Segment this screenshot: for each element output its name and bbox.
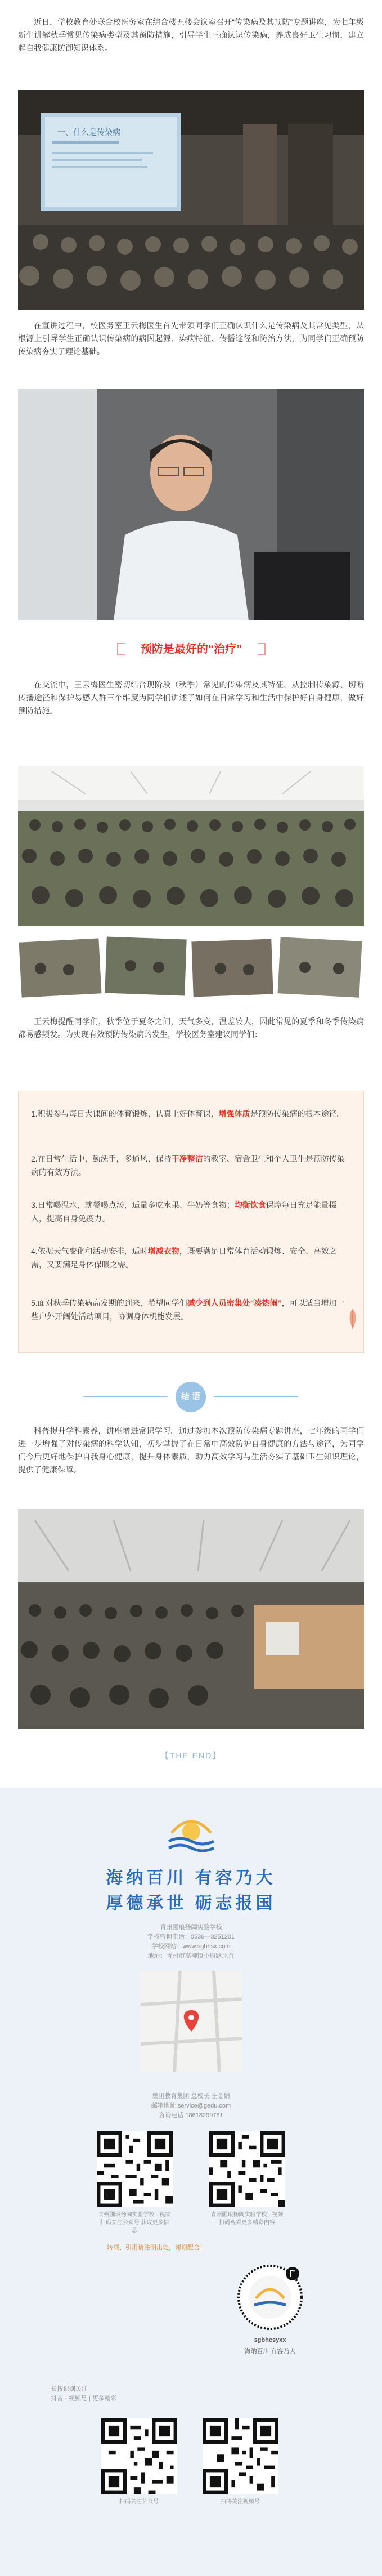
qr-code-bottom-right[interactable] bbox=[203, 2418, 278, 2494]
section-title-badge bbox=[117, 636, 266, 662]
douyin-subtitle: 海纳百川 有容乃大 bbox=[244, 2348, 296, 2355]
qr-right-caption: 青州圃琅杨阖实验学校 · 视频 扫码观看更多精彩内容 bbox=[210, 2212, 284, 2226]
contact-line-3: 咨询电话 18618299781 bbox=[159, 2112, 223, 2119]
intro-paragraph: 近日，学校教育处联合校医务室在综合楼五楼会议室召开“传染病及其预防”专题讲座，为七年级新生讲解秋季常见传染病类型及其预防措施，引导学生正确认识传染病，养成良好卫生习惯，建立起自我健康防御知识体系。 bbox=[18, 17, 364, 52]
hall-wide-photo bbox=[18, 1509, 364, 1729]
bottom-qr-right-caption: 扫码关注视频号 bbox=[221, 2499, 260, 2505]
tip-item: 2.在日常生活中，勤洗手，多通风，保持干净整洁的教室、宿舍卫生和个人卫生是预防传染病的有效方法。 bbox=[31, 1154, 345, 1177]
motto-line-1: 海纳百川 有容乃大 bbox=[106, 1869, 276, 1887]
para5-paragraph: 科普提升学科素养，讲座增进常识学习。通过参加本次预防传染病专题讲座，七年级的同学们进一步增强了对传染病的科学认知，初步掌握了在日常中高效防护自身健康的方法与途径，为同学们今后更好地保护自我身心健康，提升身体素质，助力高效学习与生活夯实了基础卫生知识理论，提供了健康保障。 bbox=[18, 1426, 364, 1474]
tip-item: 4.依据天气变化和活动安排，适时增减衣物，既要满足日常体育活动锻炼、安全、高效之需，又要满足身体保暖之需。 bbox=[31, 1247, 337, 1269]
divider-line bbox=[83, 1396, 168, 1397]
divider-line bbox=[214, 1396, 298, 1397]
para4-section bbox=[0, 1015, 382, 1041]
contact-line-2: 邮箱地址 service@gedu.com bbox=[151, 2102, 231, 2109]
audience-photo bbox=[18, 766, 364, 926]
bottom-qr-left-caption: 扫码关注公众号 bbox=[119, 2499, 159, 2505]
school-logo-icon bbox=[166, 1810, 217, 1855]
qr-code-right[interactable] bbox=[209, 2131, 285, 2207]
contact-line-1: 集团教育集团 总校长 王金娟 bbox=[152, 2093, 230, 2100]
conclusion-header bbox=[0, 1379, 382, 1413]
para4-paragraph: 王云梅提醒同学们，秋季位于夏冬之间，天气多变，温差较大，因此常见的夏季和冬季传染病都易感频发。为实现有效预防传染病的发生，学校医务室建议同学们： bbox=[18, 1017, 364, 1039]
para3-paragraph: 在交流中，王云梅医生密切结合现阶段（秋季）常见的传染病及其特征，从控制传染源、切断传播途径和保护易感人群三个维度为同学们讲述了如何在日常学习和生活中保护好自身健康，做好预防措施。 bbox=[18, 680, 364, 715]
conclusion-badge: 结 语 bbox=[176, 1382, 206, 1412]
douyin-icon bbox=[286, 2267, 299, 2280]
reprint-note: 转载、引用请注明出处，谢谢配合！ bbox=[107, 2244, 206, 2251]
footer bbox=[0, 1788, 382, 2576]
section-title: 预防是最好的“治疗” bbox=[141, 643, 242, 655]
school-phone: 学校咨询电话：0536—3251201 bbox=[147, 1934, 235, 1940]
qr-code-left[interactable] bbox=[97, 2131, 173, 2207]
para5-section bbox=[0, 1425, 382, 1476]
douyin-id: sgbhcsyxx bbox=[254, 2337, 286, 2343]
school-website[interactable]: 学校网站：www.sgbhsx.com bbox=[151, 1943, 231, 1950]
bottom-follow-text: 长按识别关注 抖音 · 视频号 | 更多精彩 bbox=[51, 2386, 117, 2402]
collage-photo bbox=[18, 935, 364, 1001]
para3-section bbox=[0, 678, 382, 717]
school-address: 地址：青州市高柳镇小康路北首 bbox=[147, 1953, 235, 1959]
qr-code-bottom-left[interactable] bbox=[101, 2418, 177, 2494]
tips-box bbox=[18, 1091, 364, 1353]
para2-section bbox=[0, 319, 382, 358]
motto-line-2: 厚德承世 砺志报国 bbox=[106, 1894, 276, 1913]
intro-section bbox=[0, 16, 382, 55]
bracket-right-icon bbox=[258, 643, 266, 655]
slide-heading: 一、什么是传染病 bbox=[57, 128, 120, 137]
the-end-label: 【THE END】 bbox=[160, 1751, 222, 1760]
school-name: 青州圃琅杨阖实验学校 bbox=[160, 1924, 222, 1931]
para2-paragraph: 在宣讲过程中，校医务室王云梅医生首先带领同学们正确认识什么是传染病及其常见类型，从根源上引导学生正确认识传染病的病因起源、染病特征、传播途径和防治方法，为同学们正确预防传染病夯实了理论基础。 bbox=[18, 321, 364, 356]
douyin-avatar[interactable] bbox=[236, 2264, 304, 2331]
location-map[interactable] bbox=[141, 1971, 242, 2072]
tip-item: 1.积极参与每日大课间的体育锻炼，认真上好体育课，增强体质是预防传染病的根本途径。 bbox=[31, 1109, 345, 1118]
qr-left-caption: 青州圃琅杨阖实验学校 · 视频 扫码关注公众号 获取更多信息 bbox=[98, 2212, 171, 2234]
lecture-hall-photo bbox=[18, 90, 364, 310]
leaf-icon bbox=[345, 1307, 360, 1330]
doctor-photo bbox=[18, 389, 364, 620]
tip-item: 3.日常喝温水，就餐喝点汤，适量多吃水果、牛奶等食物；均衡饮食保障每日充足能量摄入，提高自身免疫力。 bbox=[31, 1200, 337, 1223]
tip-item: 5.面对秋季传染病高发期的到来，希望同学们减少到人员密集处“凑热闹”，可以适当增加一些户外开阔处活动项目，协调身体机能发展。 bbox=[31, 1298, 345, 1321]
